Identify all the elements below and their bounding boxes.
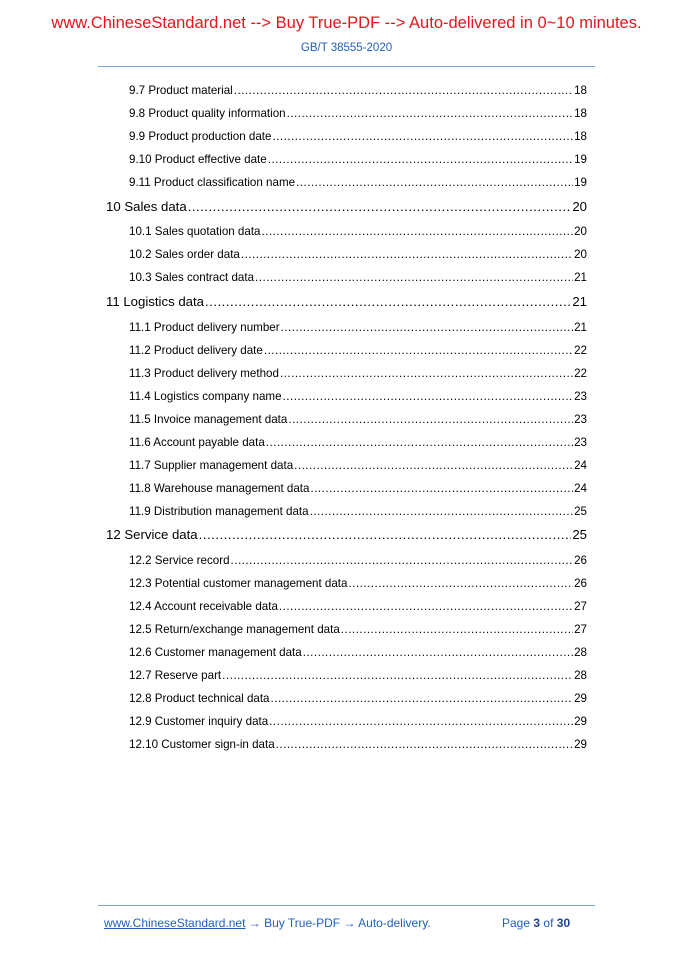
toc-entry[interactable] xyxy=(129,225,587,238)
toc-entry-page: 19 xyxy=(574,153,587,166)
toc-entry[interactable] xyxy=(129,600,587,613)
page-word: Page xyxy=(502,916,531,930)
toc-entry-page: 20 xyxy=(574,248,587,261)
toc-entry[interactable] xyxy=(129,692,587,705)
toc-entry-title: 9.7 Product material xyxy=(129,84,233,97)
toc-entry-page: 24 xyxy=(574,459,587,472)
of-word: of xyxy=(543,916,554,930)
toc-entry-page: 25 xyxy=(574,505,587,518)
toc-leader-dots xyxy=(287,107,573,120)
toc-entry-title: 10 Sales data xyxy=(106,199,187,214)
toc-entry[interactable] xyxy=(129,390,587,403)
toc-entry-title: 12.5 Return/exchange management data xyxy=(129,623,340,636)
toc-entry-title: 11.9 Distribution management data xyxy=(129,505,309,518)
toc-entry-title: 12.4 Account receivable data xyxy=(129,600,278,613)
toc-leader-dots xyxy=(288,413,573,426)
arrow-icon: → xyxy=(343,916,356,930)
toc-leader-dots xyxy=(280,367,573,380)
footer-promo xyxy=(104,916,431,930)
toc-entry-title: 9.9 Product production date xyxy=(129,130,272,143)
toc-entry-page: 18 xyxy=(574,84,587,97)
toc-entry-title: 11.2 Product delivery date xyxy=(129,344,263,357)
page-current: 3 xyxy=(533,916,541,930)
toc-entry-title: 11.8 Warehouse management data xyxy=(129,482,310,495)
toc-entry-page: 28 xyxy=(574,646,587,659)
toc-entry-page: 26 xyxy=(574,577,587,590)
toc-entry[interactable] xyxy=(129,321,587,334)
toc-entry[interactable] xyxy=(129,669,587,682)
toc-entry-title: 9.8 Product quality information xyxy=(129,107,286,120)
page-total: 30 xyxy=(556,916,571,930)
toc-entry-page: 26 xyxy=(574,554,587,567)
page-indicator xyxy=(502,916,570,930)
toc-leader-dots xyxy=(281,321,574,334)
toc-leader-dots xyxy=(310,482,573,495)
toc-leader-dots xyxy=(241,248,573,261)
toc-entry[interactable] xyxy=(129,130,587,143)
document-id: GB/T 38555-2020 xyxy=(300,42,393,54)
footer-divider xyxy=(98,905,595,906)
toc-leader-dots xyxy=(268,153,573,166)
toc-entry-page: 18 xyxy=(574,130,587,143)
toc-entry[interactable] xyxy=(129,436,587,449)
toc-leader-dots xyxy=(341,623,573,636)
toc-entry-page: 28 xyxy=(574,669,587,682)
toc-entry-title: 9.11 Product classification name xyxy=(129,176,296,189)
toc-entry-page: 24 xyxy=(574,482,587,495)
toc-leader-dots xyxy=(296,176,573,189)
toc-entry[interactable] xyxy=(129,482,587,495)
toc-leader-dots xyxy=(222,669,573,682)
toc-entry-title: 11.6 Account payable data xyxy=(129,436,265,449)
toc-leader-dots xyxy=(310,505,573,518)
toc-entry[interactable] xyxy=(106,527,587,542)
toc-entry-page: 21 xyxy=(574,321,587,334)
toc-leader-dots xyxy=(279,600,573,613)
toc-entry[interactable] xyxy=(129,248,587,261)
toc-entry-title: 10.3 Sales contract data xyxy=(129,271,255,284)
toc-leader-dots xyxy=(262,225,574,238)
toc-leader-dots xyxy=(283,390,574,403)
toc-entry[interactable] xyxy=(129,459,587,472)
toc-entry[interactable] xyxy=(129,738,587,751)
toc-entry[interactable] xyxy=(129,577,587,590)
toc-entry-title: 12.10 Customer sign-in data xyxy=(129,738,275,751)
toc-entry[interactable] xyxy=(129,367,587,380)
toc-leader-dots xyxy=(205,294,571,309)
toc-entry-title: 11.5 Invoice management data xyxy=(129,413,288,426)
toc-entry[interactable] xyxy=(129,646,587,659)
toc-entry[interactable] xyxy=(129,715,587,728)
toc-entry-page: 23 xyxy=(574,390,587,403)
toc-entry-title: 12 Service data xyxy=(106,527,198,542)
toc-leader-dots xyxy=(271,692,574,705)
footer-buy-text: Buy True-PDF xyxy=(264,916,341,930)
toc-entry[interactable] xyxy=(129,505,587,518)
toc-entry[interactable] xyxy=(129,271,587,284)
toc-entry-page: 29 xyxy=(574,692,587,705)
toc-entry-title: 9.10 Product effective date xyxy=(129,153,267,166)
footer-auto-text: Auto-delivery. xyxy=(358,916,431,930)
toc-entry[interactable] xyxy=(106,199,587,214)
toc-leader-dots xyxy=(255,271,573,284)
toc-entry-page: 29 xyxy=(574,738,587,751)
toc-entry-page: 22 xyxy=(574,344,587,357)
toc-entry-title: 12.3 Potential customer management data xyxy=(129,577,348,590)
toc-entry-page: 20 xyxy=(574,225,587,238)
toc-entry-page: 21 xyxy=(572,294,587,309)
toc-entry-page: 21 xyxy=(574,271,587,284)
toc-leader-dots xyxy=(272,130,573,143)
toc-leader-dots xyxy=(348,577,573,590)
toc-entry-page: 22 xyxy=(574,367,587,380)
toc-entry[interactable] xyxy=(106,294,587,309)
toc-entry[interactable] xyxy=(129,623,587,636)
header-divider xyxy=(98,66,595,67)
toc-entry-title: 11.4 Logistics company name xyxy=(129,390,282,403)
toc-entry-title: 12.9 Customer inquiry data xyxy=(129,715,269,728)
toc-entry-title: 12.2 Service record xyxy=(129,554,230,567)
toc-entry-page: 20 xyxy=(572,199,587,214)
toc-leader-dots xyxy=(188,199,572,214)
toc-entry-page: 27 xyxy=(574,600,587,613)
toc-entry[interactable] xyxy=(129,344,587,357)
arrow-icon: → xyxy=(248,916,261,930)
toc-leader-dots xyxy=(269,715,573,728)
toc-entry[interactable] xyxy=(129,153,587,166)
toc-leader-dots xyxy=(234,84,573,97)
toc-entry-title: 11.3 Product delivery method xyxy=(129,367,279,380)
toc-entry-title: 10.2 Sales order data xyxy=(129,248,240,261)
toc-entry-title: 12.8 Product technical data xyxy=(129,692,270,705)
toc-entry-title: 12.6 Customer management data xyxy=(129,646,302,659)
toc-entry-title: 10.1 Sales quotation data xyxy=(129,225,261,238)
toc-entry[interactable] xyxy=(129,413,587,426)
toc-entry-title: 11.7 Supplier management data xyxy=(129,459,294,472)
footer-site-link[interactable]: www.ChineseStandard.net xyxy=(104,916,246,930)
toc-entry[interactable] xyxy=(129,84,587,97)
toc-entry-page: 29 xyxy=(574,715,587,728)
toc-entry-title: 11.1 Product delivery number xyxy=(129,321,280,334)
toc-leader-dots xyxy=(199,527,572,542)
toc-entry[interactable] xyxy=(129,107,587,120)
toc-leader-dots xyxy=(303,646,573,659)
toc-entry-page: 23 xyxy=(574,436,587,449)
toc-entry[interactable] xyxy=(129,176,587,189)
toc-entry-page: 18 xyxy=(574,107,587,120)
toc-leader-dots xyxy=(266,436,573,449)
toc-leader-dots xyxy=(264,344,573,357)
toc-leader-dots xyxy=(294,459,573,472)
toc-entry-page: 25 xyxy=(572,527,587,542)
toc-leader-dots xyxy=(231,554,574,567)
toc-entry-page: 19 xyxy=(574,176,587,189)
toc-entry-title: 12.7 Reserve part xyxy=(129,669,222,682)
toc-entry[interactable] xyxy=(129,554,587,567)
toc-entry-title: 11 Logistics data xyxy=(106,294,204,309)
promo-banner[interactable]: www.ChineseStandard.net --> Buy True-PDF --> Auto-delivered in 0~10 minutes. xyxy=(51,14,642,32)
toc-entry-page: 27 xyxy=(574,623,587,636)
toc-leader-dots xyxy=(276,738,573,751)
toc-entry-page: 23 xyxy=(574,413,587,426)
